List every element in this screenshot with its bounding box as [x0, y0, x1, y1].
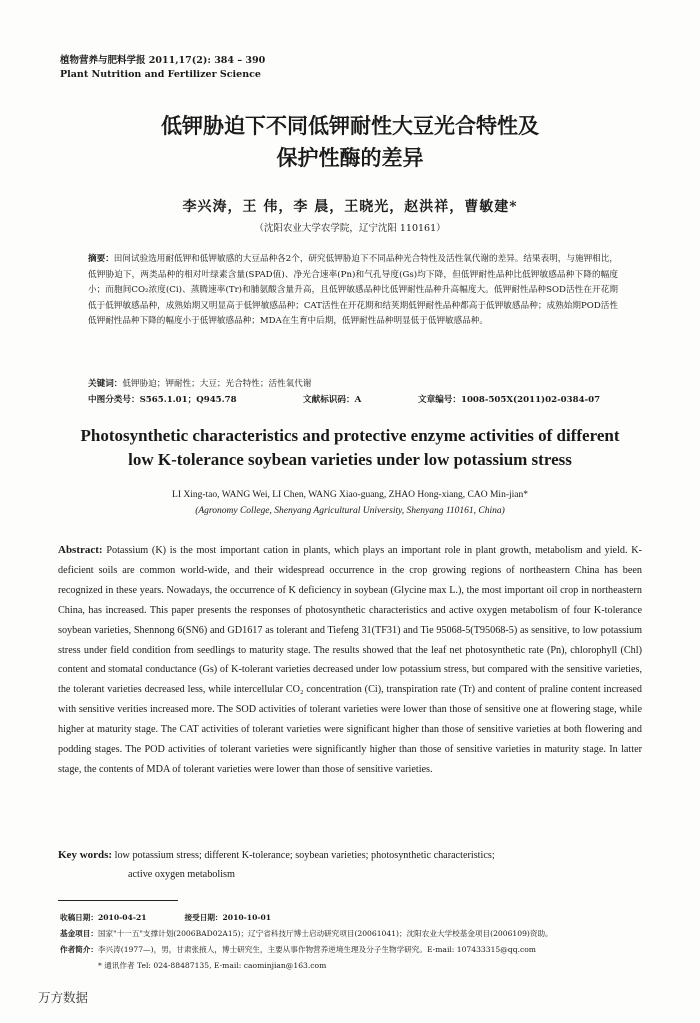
author-bio-text: 李兴涛(1977—)，男，甘肃张掖人，博士研究生，主要从事作物营养逆境生理及分子生物学研究。E-mail: 107433315@qq.com [97, 945, 537, 954]
authors-cn: 李兴涛，王 伟，李 晨，王晓光，赵洪祥，曹敏建* [182, 199, 518, 215]
accepted-date: 接受日期：2010-10-01 [184, 913, 272, 922]
abstract-cn [88, 252, 618, 330]
authors-en: LI Xing-tao, WANG Wei, LI Chen, WANG Xiao-guang, ZHAO Hong-xiang, CAO Min-jian* [172, 490, 528, 500]
fund-text: 国家"十一五"支撑计划(2006BAD02A15)；辽宁省科技厅博士启动研究项目(20061041)；沈阳农业大学校基金项目(2006109)资助。 [97, 929, 553, 938]
title-en [60, 424, 640, 472]
affiliation-en: (Agronomy College, Shenyang Agricultural University, Shenyang 110161, China) [195, 506, 505, 516]
title-en-line2: low K-tolerance soybean varieties under low potassium stress [128, 450, 572, 469]
keywords-cn-text: 低钾胁迫；钾耐性；大豆；光合特性；活性氧代谢 [122, 379, 312, 389]
abstract-cn-label: 摘要： [88, 254, 114, 264]
footnote-fund [60, 927, 660, 940]
footnote-divider [58, 900, 178, 901]
affiliation-cn: （沈阳农业大学农学院，辽宁沈阳 110161） [254, 223, 446, 234]
clc-number: 中图分类号：S565.1.01；Q945.78 [88, 395, 237, 405]
abstract-en [58, 541, 642, 780]
document-code: 文献标识码：A [303, 395, 362, 405]
title-cn-line1: 低钾胁迫下不同低钾耐性大豆光合特性及 [161, 113, 539, 138]
keywords-cn [88, 377, 618, 392]
journal-header [60, 54, 265, 82]
footnote-corresponding: * 通讯作者 Tel: 024-88487135, E-mail: caominjian@163.com [98, 961, 327, 970]
keywords-cn-label: 关键词： [88, 379, 123, 389]
footnote-dates [60, 911, 660, 924]
title-en-line1: Photosynthetic characteristics and protective enzyme activities of different [80, 426, 620, 445]
abstract-en-label: Abstract: [58, 544, 103, 556]
title-cn [60, 110, 640, 174]
watermark: 万方数据 [38, 990, 89, 1005]
author-bio-label: 作者简介： [60, 945, 98, 954]
received-date: 收稿日期：2010-04-21 [60, 913, 147, 922]
journal-name-en: Plant Nutrition and Fertilizer Science [60, 69, 261, 80]
article-number: 文章编号：1008-505X(2011)02-0384-07 [418, 395, 601, 405]
keywords-en-label: Key words: [58, 849, 113, 861]
abstract-cn-text: 田间试验选用耐低钾和低钾敏感的大豆品种各2个，研究低钾胁迫下不同品种光合特性及活性氧代谢的差异。结果表明，与施钾相比，低钾胁迫下，两类品种的相对叶绿素含量(SPAD值)、净光合速率(Pn)和气孔导度(Gs)均下降，但低钾耐性品种比低钾敏感品种下降的幅度小；而胞间CO₂浓度(Ci)、蒸腾速率(Tr)和脯氨酸含量升高，且低钾敏感品种比低钾耐性品种升高幅度大。低钾耐性品种SOD活性在开花期低于低钾敏感品种，成熟始期又明显高于低钾敏感品种；CAT活性在开花期和结荚期低钾耐性品种都高于低钾敏感品种；成熟始期POD活性低钾耐性品种下降的幅度小于低钾敏感品种；MDA在生育中后期，低钾耐性品种明显低于低钾敏感品种。 [88, 254, 618, 326]
keywords-en-line2: active oxygen metabolism [128, 869, 235, 880]
classification-line [88, 393, 628, 408]
journal-citation-cn: 植物营养与肥料学报 2011,17(2): 384 – 390 [60, 55, 266, 66]
keywords-en [58, 846, 642, 884]
fund-label: 基金项目： [60, 929, 98, 938]
abstract-en-text: Potassium (K) is the most important cation in plants, which plays an important role in plant growth, metabolism and yield. K-deficient soils are common world-wide, and their widespread occurrence in the crop growing regions of northeastern China has been recognized in these years. Nowadays, the occurrence of K deficiency in soybean (Glycine max L.), the most important oil crop in northeastern China, has increased. This paper presents the responses of photosynthetic characteristics and active oxygen metabolism of four K-tolerance soybean varieties, Shennong 6(SN6) and GD1617 as tolerant and Tiefeng 31(TF31) and Tie 95068-5(T95068-5) as sensitive, to low potassium stress under field condition from seedlings to maturity stage. The results showed that the leaf net photosynthetic rate (Pn), chlorophyll (Chl) content and stomatal conductance (Gs) of K-tolerant varieties decreased under low potassium stress, but compared with the sensitive varieties, the tolerant varieties decreased less, while intercellular CO₂ concentration (Ci), transpiration rate (Tr) and content of praline content increased with sensitive verities increased more. The SOD activities of tolerant varieties were lower than those of sensitive one at flowering stage, while higher at maturity stage. The CAT activities of tolerant varieties were significant higher than those of sensitive varieties at both flowering and podding stages. The POD activities of tolerant varieties were significantly higher than those of sensitive varieties in maturity stage. In latter stage, the contents of MDA of tolerant varieties were lower than those of sensitive varieties. [58, 545, 642, 775]
keywords-en-line1: low potassium stress; different K-tolerance; soybean varieties; photosynthetic characteristics; [114, 850, 495, 861]
footnote-author [60, 943, 660, 956]
title-cn-line2: 保护性酶的差异 [276, 145, 424, 170]
